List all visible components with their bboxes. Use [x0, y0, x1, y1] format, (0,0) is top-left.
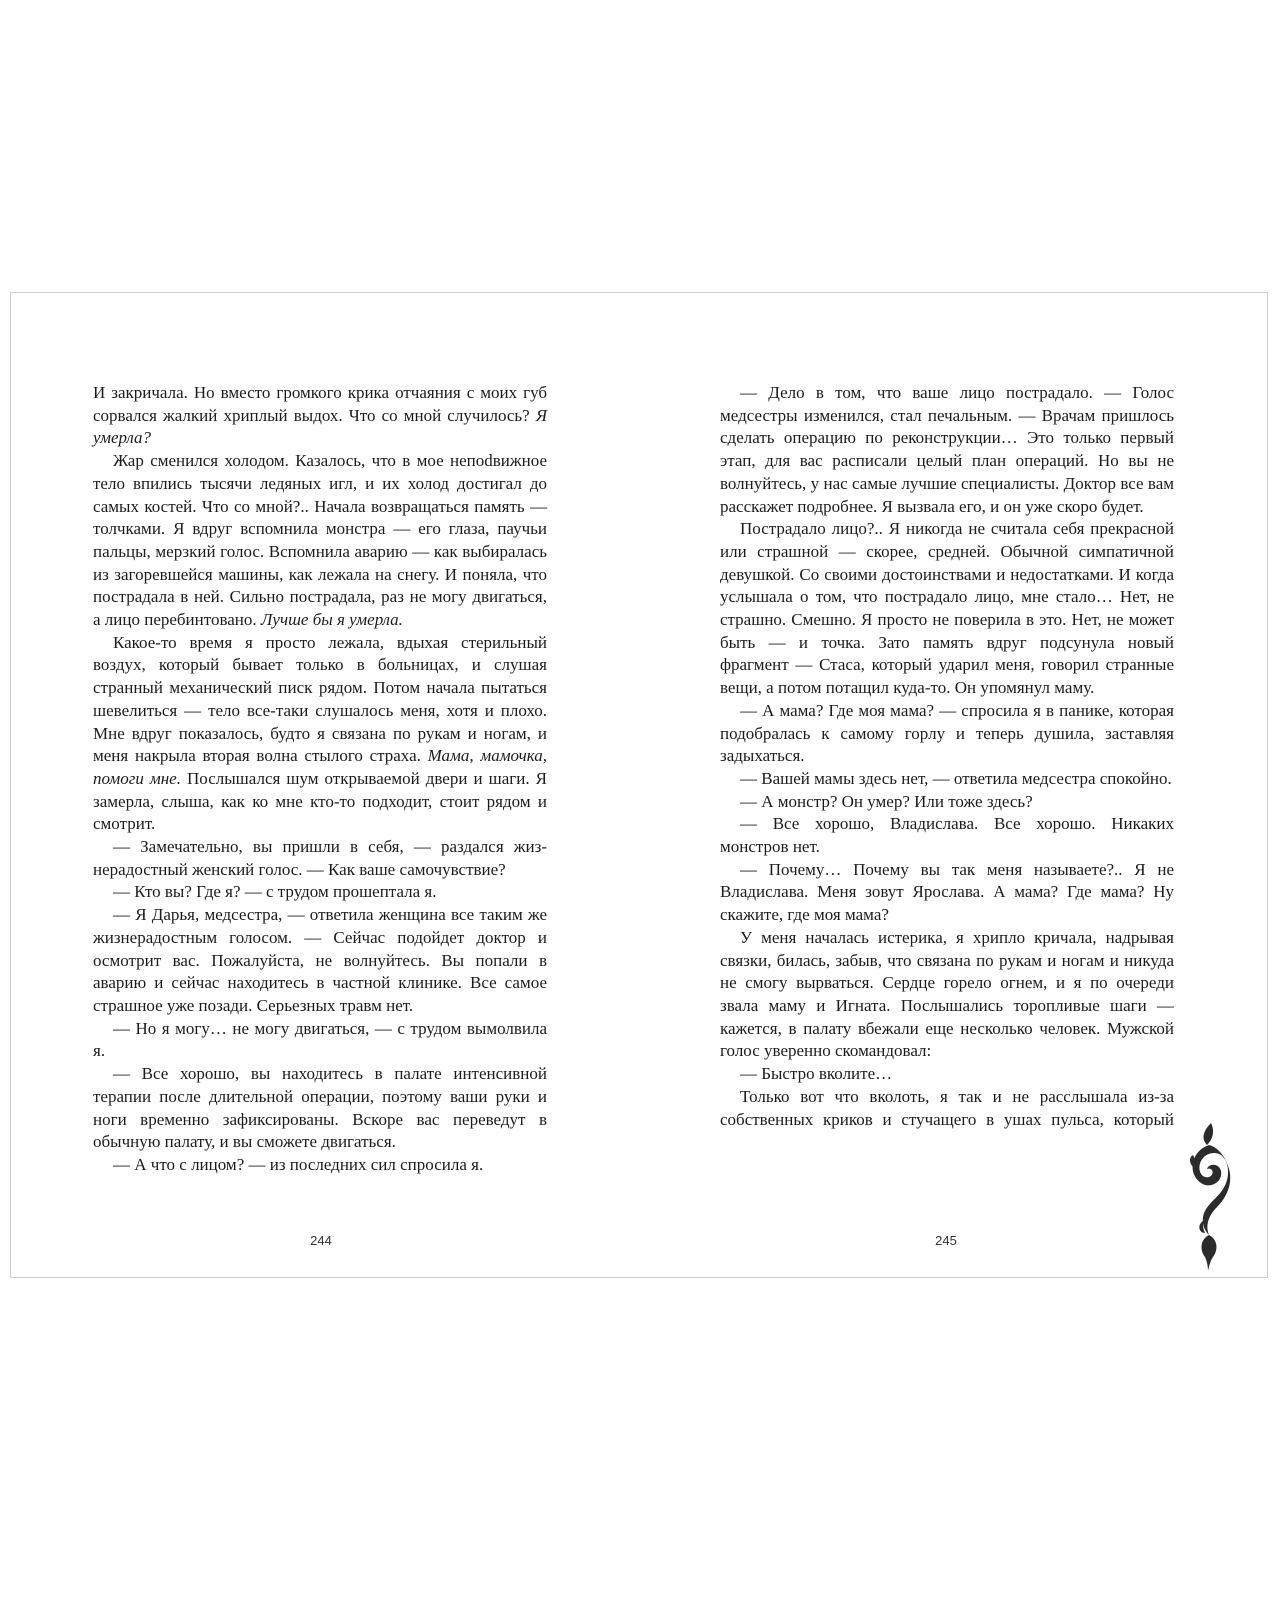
paragraph [720, 382, 1174, 518]
left-page-text [93, 382, 547, 1177]
paragraph [93, 904, 547, 1018]
text-run: Послышался шум открываемой двери и шаги. Я замерла, слыша, как ко мне кто-то подходит, стоит рядом и смотрит. [93, 768, 547, 834]
text-run: У меня началась истерика, я хрипло кричала, надрывая связки, билась, забыв, что связана по рукам и ногам и никуда не смогу вырваться. Сердце горело огнем, и я по очереди звала маму и Игната. Послышались торопливые шаги — кажется, в палату вбежали еще несколько человек. Мужской голос уверенно скомандовал: [720, 927, 1174, 1061]
paragraph [93, 450, 547, 632]
text-run: — Вашей мамы здесь нет, — ответила медсестра спокойно. [740, 768, 1172, 788]
paragraph [93, 1018, 547, 1063]
right-page-text [720, 382, 1174, 1131]
paragraph [720, 1086, 1174, 1131]
text-run: Только вот что вколоть, я так и не расслышала из-за собственных криков и стучащего в ушах пульса, который [720, 1086, 1174, 1129]
paragraph [720, 700, 1174, 768]
paragraph [720, 859, 1174, 927]
floral-swirl-ornament-icon [1183, 1121, 1233, 1271]
italic-text-run: Я умерла? [93, 405, 547, 448]
italic-text-run: Мама, мамочка, помоги мне. [93, 746, 547, 788]
text-run: — А мама? Где моя мама? — спросила я в панике, которая подобралась к самому горлу и теперь душила, заставляя задыхаться. [720, 700, 1174, 766]
text-run: — Но я могу… не могу двигаться, — с трудом вымолвила я. [93, 1018, 547, 1061]
paragraph [720, 768, 1174, 791]
italic-text-run: Лучше бы я умерла. [260, 610, 403, 630]
text-run: Какое-то время я просто лежала, вдыхая стерильный воздух, который бывает только в больницах, и слушая странный механический писк рядом. Потом начала пытаться шевелиться — тело все-таки слушалось меня, хотя и плохо. Мне вдруг показалось, будто я связана по рукам и ногам, и меня накрыла вторая волна стылого страха. [93, 632, 547, 766]
paragraph [93, 881, 547, 904]
text-run: — А что с лицом? — из последних сил спросила я. [113, 1154, 484, 1174]
text-run: — Все хорошо, вы находитесь в палате интенсивной терапии после длительной операции, поэтому ваши руки и ноги временно зафиксированы. Вскоре вас переведут в обычную палату, и вы сможете двигаться. [93, 1064, 547, 1152]
paragraph [720, 813, 1174, 858]
right-page-number: 245 [935, 1233, 957, 1248]
paragraph [720, 791, 1174, 814]
paragraph [720, 927, 1174, 1063]
text-run: — Кто вы? Где я? — с трудом прошептала я. [113, 882, 437, 902]
book-spread [10, 292, 1268, 1278]
paragraph [720, 518, 1174, 700]
text-run: — А монстр? Он умер? Или тоже здесь? [740, 791, 1033, 811]
text-run: — Почему… Почему вы так меня называете?.. Я не Владислава. Меня зовут Ярослава. А мама? Где мама? Ну скажите, где моя мама? [720, 859, 1174, 925]
paragraph [93, 382, 547, 450]
text-run: — Замечательно, вы пришли в себя, — раздался жизнерадостный женский голос. — Как ваше самочувствие? [93, 837, 547, 879]
text-run: Жар сменился холодом. Казалось, что в мое непоdвижное тело впились тысячи ледяных игл, и их холод достигал до самых костей. Что со мной?.. Начала возвращаться память — толчками. Я вдруг вспомнила монстра — его глаза, паучьи пальцы, мерзкий голос. Вспомнила аварию — как выбиралась из загоревшейся машины, как лежала на снегу. И поняла, что пострадала в ней. Сильно пострадала, раз не могу двигаться, а лицо перебинтовано. [93, 451, 547, 630]
paragraph [93, 1063, 547, 1154]
text-run: — Дело в том, что ваше лицо пострадало. — Голос медсестры изменился, стал печальным. — Врачам пришлось сделать операцию по реконструкции… Это только первый этап, для вас расписали целый план операций. Но вы не волнуйтесь, у нас самые лучшие специалисты. Доктор все вам расскажет подробнее. Я вызвала его, и он уже скоро будет. [720, 383, 1174, 516]
text-run: Пострадало лицо?.. Я никогда не считала себя прекрасной или страшной — скорее, средней. Обычной симпатичной девушкой. Со своими достоинствами и недостатками. И когда услышала о том, что пострадало лицо, мне стало… Нет, не страшно. Смешно. Я просто не поверила в это. Нет, не может быть — и точка. Зато память вдруг подсунула новый фрагмент — Стаса, который ударил меня, говорил странные вещи, а потом потащил куда-то. Он упомянул маму. [720, 519, 1174, 698]
paragraph [93, 1154, 547, 1177]
text-run: — Я Дарья, медсестра, — ответила женщина все таким же жизнерадостным голосом. — Сейчас подойдет доктор и осмотрит вас. Пожалуйста, не волнуйтесь. Вы попали в аварию и сейчас находитесь в частной клинике. Все самое страшное уже позади. Серьезных травм нет. [93, 905, 547, 1015]
paragraph [93, 632, 547, 836]
paragraph [93, 836, 547, 881]
text-run: И закричала. Но вместо громкого крика отчаяния с моих губ сорвался жалкий хриплый выдох. Что со мной случилось? [93, 383, 547, 425]
paragraph [720, 1063, 1174, 1086]
text-run: — Все хорошо, Владислава. Все хорошо. Никаких монстров нет. [720, 814, 1174, 857]
text-run: — Быстро вколите… [740, 1064, 893, 1084]
left-page-number: 244 [310, 1233, 332, 1248]
